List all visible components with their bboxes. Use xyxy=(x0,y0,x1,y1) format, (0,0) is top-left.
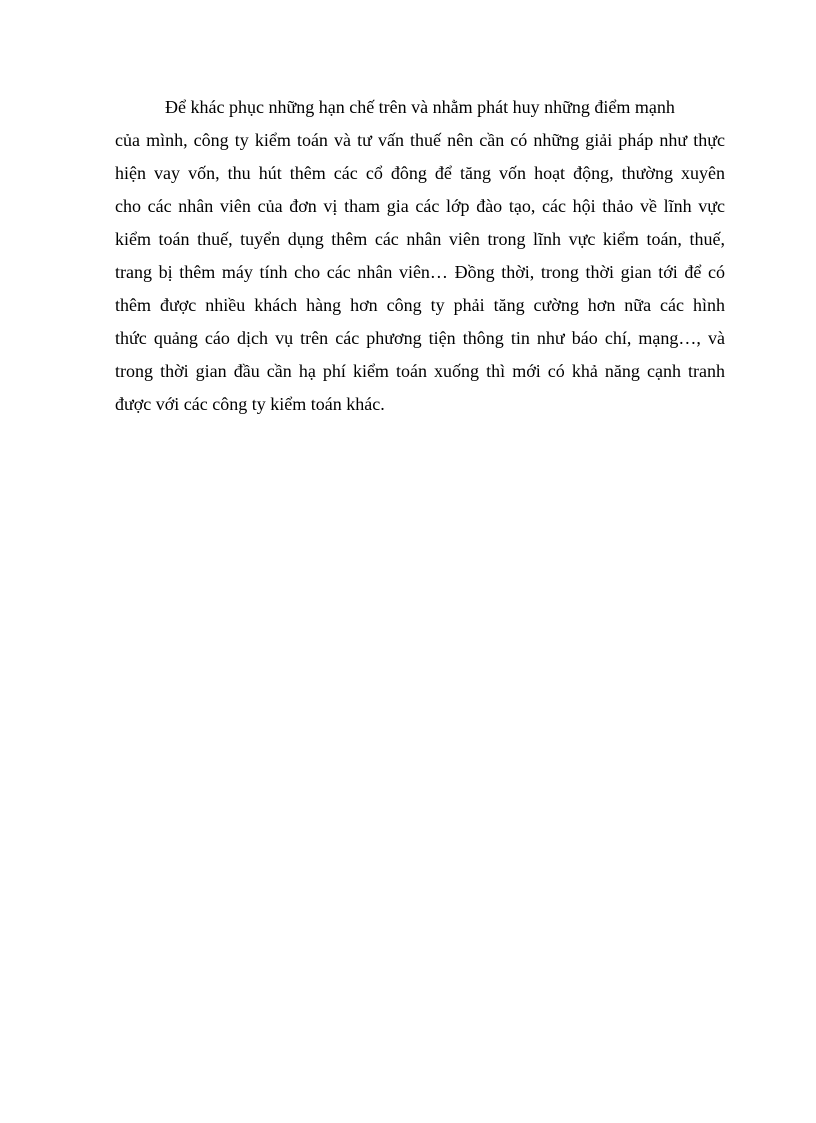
paragraph-line: được với các công ty kiểm toán khác. xyxy=(115,394,385,414)
paragraph-line: cho các nhân viên của đơn vị tham gia các lớp đào tạo, các hội thảo về lĩnh vực xyxy=(115,196,725,216)
paragraph-line: thức quảng cáo dịch vụ trên các phương tiện thông tin như báo chí, mạng…, và xyxy=(115,328,725,348)
paragraph-line: Để khác phục những hạn chế trên và nhằm phát huy những điểm mạnh xyxy=(165,97,675,117)
body-paragraph xyxy=(115,91,725,421)
paragraph-line: thêm được nhiều khách hàng hơn công ty phải tăng cường hơn nữa các hình xyxy=(115,295,725,315)
paragraph-line: kiểm toán thuế, tuyển dụng thêm các nhân viên trong lĩnh vực kiểm toán, thuế, xyxy=(115,229,725,249)
paragraph-line: hiện vay vốn, thu hút thêm các cổ đông để tăng vốn hoạt động, thường xuyên xyxy=(115,163,725,183)
paragraph-line: trong thời gian đầu cần hạ phí kiểm toán xuống thì mới có khả năng cạnh tranh xyxy=(115,361,725,381)
paragraph-line: trang bị thêm máy tính cho các nhân viên… Đồng thời, trong thời gian tới để có xyxy=(115,262,725,282)
paragraph-line: của mình, công ty kiểm toán và tư vấn thuế nên cần có những giải pháp như thực xyxy=(115,130,725,150)
